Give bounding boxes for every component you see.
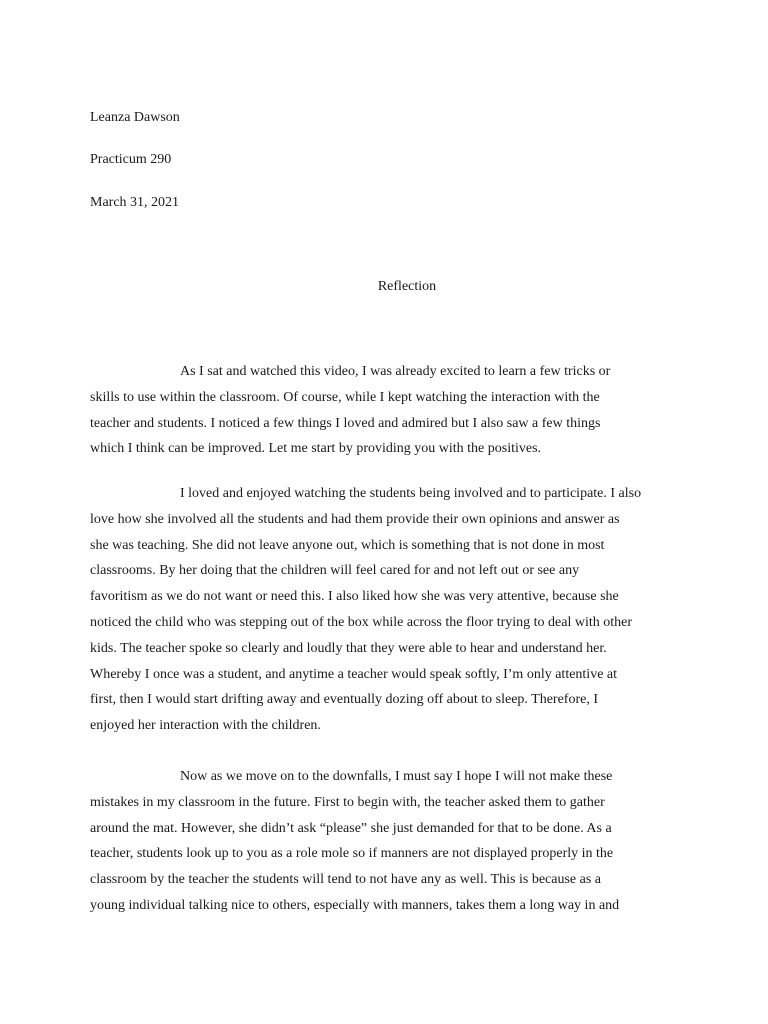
paragraph-line: I loved and enjoyed watching the students being involved and to participate. I also	[180, 486, 642, 501]
paragraph-line: first, then I would start drifting away and eventually dozing off about to sleep. Therefore, I	[90, 692, 598, 708]
paragraph-line: enjoyed her interaction with the children.	[90, 718, 321, 734]
paragraph-line: love how she involved all the students and had them provide their own opinions and answer as	[90, 511, 620, 527]
paragraph-line: As I sat and watched this video, I was already excited to learn a few tricks or	[180, 364, 611, 379]
paragraph-line: Now as we move on to the downfalls, I must say I hope I will not make these	[180, 769, 613, 784]
paragraph-line: skills to use within the classroom. Of course, while I kept watching the interaction with the	[90, 389, 600, 405]
paragraph-line: Whereby I once was a student, and anytime a teacher would speak softly, I’m only attentive at	[90, 666, 618, 682]
paragraph-line: classrooms. By her doing that the children will feel cared for and not left out or see any	[90, 563, 580, 579]
document-title: Reflection	[377, 279, 437, 294]
paragraph-line: kids. The teacher spoke so clearly and loudly that they were able to hear and understand her.	[90, 640, 607, 656]
paragraph-line: around the mat. However, she didn’t ask “please” she just demanded for that to be done. As a	[90, 820, 612, 836]
paragraph-line: young individual talking nice to others, especially with manners, takes them a long way in and	[90, 898, 620, 913]
paragraph-line: mistakes in my classroom in the future. First to begin with, the teacher asked them to gather	[90, 794, 605, 810]
paragraph-line: teacher and students. I noticed a few things I loved and admired but I also saw a few things	[90, 415, 601, 431]
paragraph-line: teacher, students look up to you as a role mole so if manners are not displayed properly in the	[90, 846, 614, 862]
paragraph-line: noticed the child who was stepping out of the box while across the floor trying to deal with other	[90, 615, 632, 630]
author-name: Leanza Dawson	[90, 110, 180, 125]
paragraph-line: favoritism as we do not want or need this. I also liked how she was very attentive, because she	[90, 589, 619, 605]
paragraph-line: classroom by the teacher the students will tend to not have any as well. This is because as a	[90, 872, 601, 888]
course-name: Practicum 290	[90, 152, 172, 167]
document-date: March 31, 2021	[90, 195, 180, 210]
paragraph-line: she was teaching. She did not leave anyone out, which is something that is not done in most	[90, 537, 605, 553]
paragraph-line: which I think can be improved. Let me start by providing you with the positives.	[90, 441, 542, 457]
